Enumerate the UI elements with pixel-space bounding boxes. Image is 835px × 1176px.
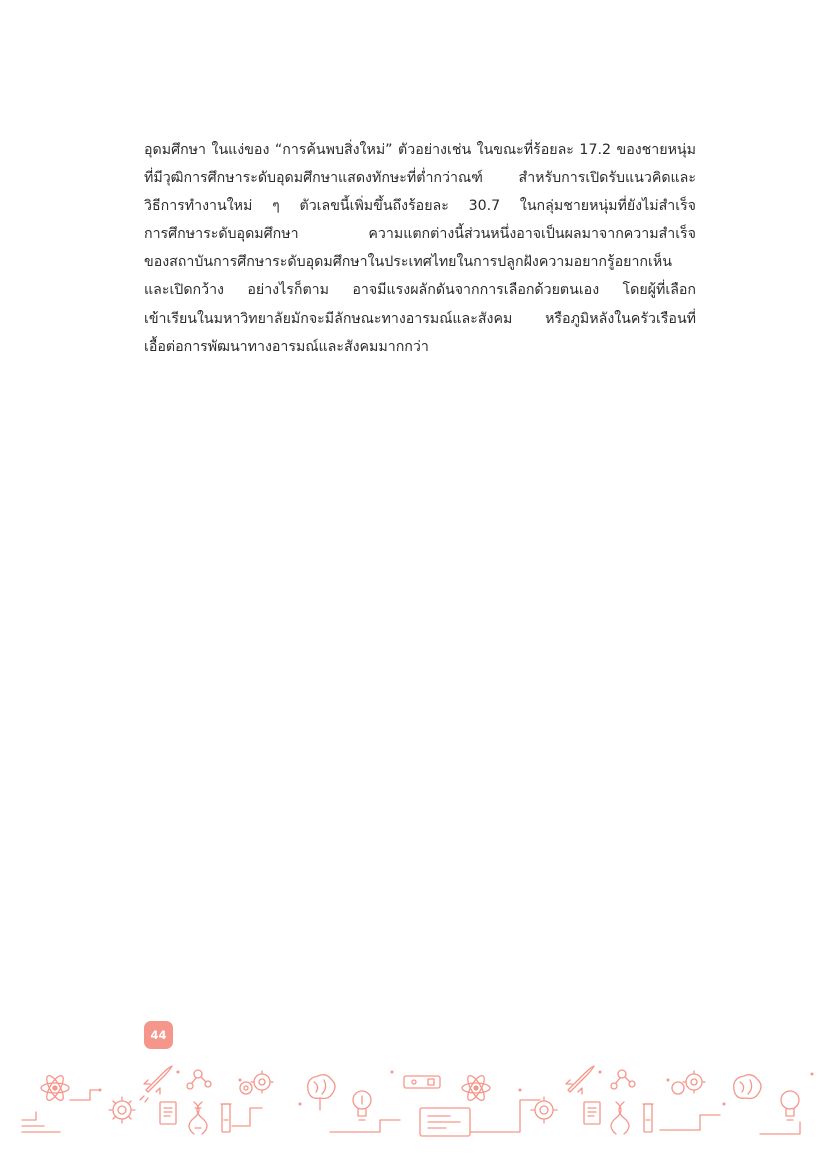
dna-icon [611,1102,629,1134]
rocket-icon [140,1066,172,1102]
paragraph-line: เอื้อต่อการพัฒนาทางอารมณ์และสังคมมากกว่า [144,338,429,355]
atom-icon [462,1073,490,1102]
gear-icon [672,1071,705,1094]
paragraph-line: ของสถาบันการศึกษาระดับอุดมศึกษาในประเทศไทยในการปลูกฝังความอยากรู้อยากเห็น [144,254,672,271]
laptop-icon [420,1108,470,1136]
book-icon [160,1102,176,1124]
lightbulb-icon [353,1091,371,1120]
paragraph-line: เข้าเรียนในมหาวิทยาลัยมักจะมีลักษณะทางอารมณ์และสังคม หรือภูมิหลังในครัวเรือนที่ [144,310,696,327]
footer-decoration [0,1060,835,1140]
star-icon [99,1071,814,1106]
page-number-badge: 44 [144,1021,173,1049]
flask-icon [221,1104,231,1132]
molecule-icon [187,1070,211,1089]
paragraph-line: วิธีการทำงานใหม่ ๆ ตัวเลขนี้เพิ่มขึ้นถึงร้อยละ 30.7 ในกลุ่มชายหนุ่มที่ยังไม่สำเร็จ [144,198,696,215]
microscope-icon [404,1076,440,1088]
molecule-icon [611,1070,635,1089]
gear-icon [109,1097,135,1123]
body-paragraph [144,136,696,361]
lightbulb-icon [781,1091,799,1120]
rocket-icon [566,1066,594,1094]
circuit-line-icon [22,1090,800,1134]
atom-icon [41,1073,69,1102]
brain-icon [308,1075,335,1110]
dna-icon [189,1102,207,1134]
book-icon [584,1102,600,1124]
paragraph-line: การศึกษาระดับอุดมศึกษา ความแตกต่างนี้ส่วนหนึ่งอาจเป็นผลมาจากความสำเร็จ [144,226,696,243]
paragraph-line: และเปิดกว้าง อย่างไรก็ตาม อาจมีแรงผลักดันจากการเลือกด้วยตนเอง โดยผู้ที่เลือก [144,282,696,299]
paragraph-line: ที่มีวุฒิการศึกษาระดับอุดมศึกษาแสดงทักษะที่ต่ำกว่าณฑ์ สำหรับการเปิดรับแนวคิดและ [144,170,696,187]
gear-icon [240,1071,273,1094]
gear-icon [531,1097,557,1123]
paragraph-line: อุดมศึกษา ในแง่ของ “การค้นพบสิ่งใหม่” ตัวอย่างเช่น ในขณะที่ร้อยละ 17.2 ของชายหนุ่ม [144,142,696,158]
footer-illustration [0,1060,835,1140]
brain-icon [734,1075,761,1099]
flask-icon [643,1104,653,1132]
